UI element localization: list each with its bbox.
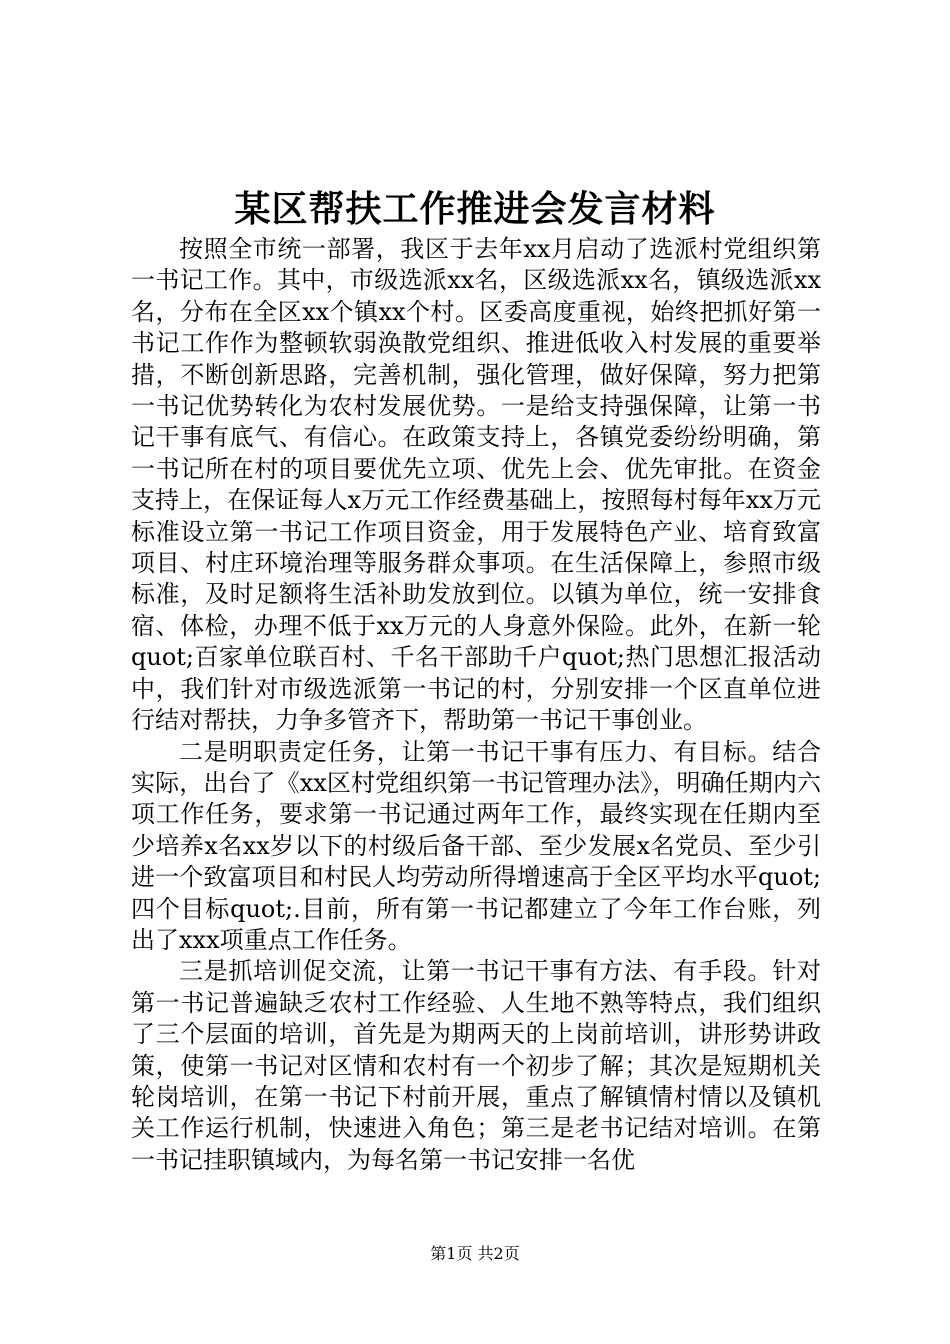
- document-title: 某区帮扶工作推进会发言材料: [234, 188, 716, 230]
- paragraph-3: 三是抓培训促交流，让第一书记干事有方法、有手段。针对第一书记普遍缺乏农村工作经验、人生地不熟等特点，我们组织了三个层面的培训，首先是为期两天的上岗前培训，讲形势讲政策，使第一书记对区情和农村有一个初步了解；其次是短期机关轮岗培训，在第一书记下村前开展，重点了解镇情村情以及镇机关工作运行机制，快速进入角色；第三是老书记结对培训。在第一书记挂职镇域内，为每名第一书记安排一名优: [131, 957, 821, 1174]
- paragraph-2: 二是明职责定任务，让第一书记干事有压力、有目标。结合实际，出台了《xx区村党组织第一书记管理办法》，明确任期内六项工作任务，要求第一书记通过两年工作，最终实现在任期内至少培养x名xx岁以下的村级后备干部、至少发展x名党员、至少引进一个致富项目和村民人均劳动所得增速高于全区平均水平quot;四个目标quot;.目前，所有第一书记都建立了今年工作台账，列出了xxx项重点工作任务。: [131, 737, 821, 954]
- document-body: [131, 234, 821, 1176]
- paragraph-1: 按照全市统一部署，我区于去年xx月启动了选派村党组织第一书记工作。其中，市级选派xx名，区级选派xx名，镇级选派xx名，分布在全区xx个镇xx个村。区委高度重视，始终把抓好第一书记工作作为整顿软弱涣散党组织、推进低收入村发展的重要举措，不断创新思路，完善机制，强化管理，做好保障，努力把第一书记优势转化为农村发展优势。一是给支持强保障，让第一书记干事有底气、有信心。在政策支持上，各镇党委纷纷明确，第一书记所在村的项目要优先立项、优先上会、优先审批。在资金支持上，在保证每人x万元工作经费基础上，按照每村每年xx万元标准设立第一书记工作项目资金，用于发展特色产业、培育致富项目、村庄环境治理等服务群众事项。在生活保障上，参照市级标准，及时足额将生活补助发放到位。以镇为单位，统一安排食宿、体检，办理不低于xx万元的人身意外保险。此外，在新一轮quot;百家单位联百村、千名干部助千户quot;热门思想汇报活动中，我们针对市级选派第一书记的村，分别安排一个区直单位进行结对帮扶，力争多管齐下，帮助第一书记干事创业。: [131, 235, 821, 735]
- page-footer: 第1页 共2页: [430, 1244, 520, 1263]
